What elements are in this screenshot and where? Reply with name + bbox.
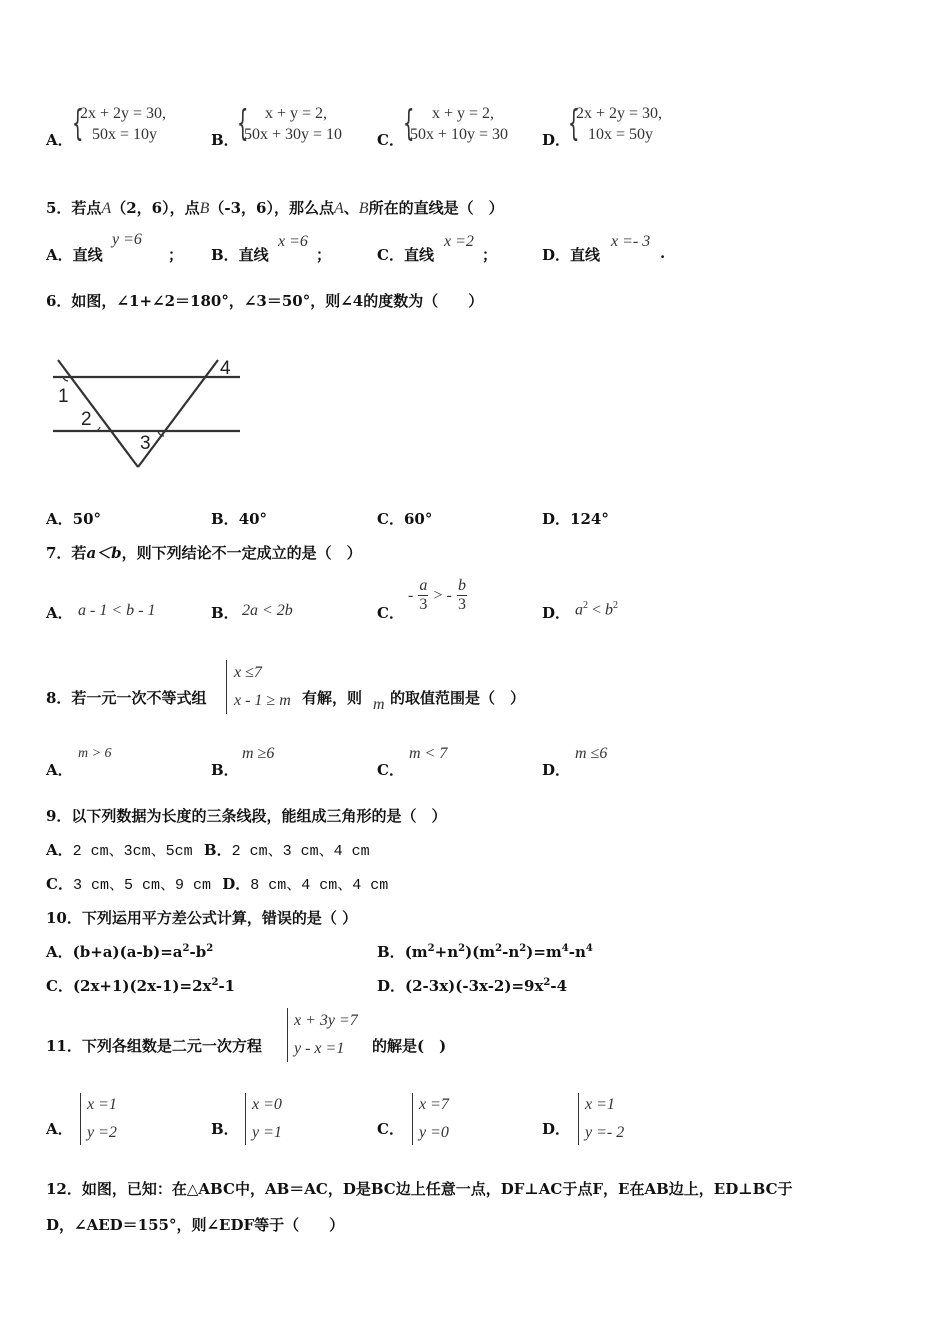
fraction xyxy=(418,577,428,614)
q10-option-a-text: (b+a)(a-b)=a xyxy=(72,943,183,961)
q10-option-b-text: -n xyxy=(502,943,520,961)
q10-exponent: 2 xyxy=(206,943,214,954)
q5-text: 、 xyxy=(343,199,359,217)
q7-option-a-label: A． xyxy=(46,604,73,622)
q11-option-c-label: C． xyxy=(377,1120,404,1138)
q11-option-d-label: D． xyxy=(542,1120,571,1138)
q6-figure xyxy=(50,352,245,474)
q10-option-c-text: -1 xyxy=(218,977,236,995)
q7-condition: a＜b xyxy=(86,544,122,562)
q5-option-b-math: x =6 xyxy=(278,233,308,250)
brace-icon: { xyxy=(237,103,249,144)
q5-option-b-end: ； xyxy=(316,246,332,264)
fraction-numerator: b xyxy=(457,577,466,594)
q10-exponent: 2 xyxy=(458,943,466,954)
brace-icon xyxy=(80,1093,83,1145)
q10-option-c xyxy=(46,975,235,996)
brace-icon: { xyxy=(403,103,415,144)
q11-text-prefix: 11．下列各组数是二元一次方程 xyxy=(46,1037,262,1055)
q7-option-c-math xyxy=(408,577,467,614)
q4-option-a-line1: 2x + 2y = 30, xyxy=(80,105,167,122)
q9-option-a-value: 2 cm、3cm、5cm xyxy=(72,843,193,860)
fraction-denominator: 3 xyxy=(419,596,428,613)
q10-option-d xyxy=(377,975,567,996)
q11-option-a-line1: x =1 xyxy=(87,1096,117,1113)
q7-exponent: 2 xyxy=(583,600,588,611)
fraction xyxy=(457,577,467,614)
q8-option-c-label: C． xyxy=(377,761,404,779)
q8-line1: x ≤7 xyxy=(234,664,262,681)
q11-option-c-line1: x =7 xyxy=(419,1096,449,1113)
q10-option-b-text: +n xyxy=(434,943,459,961)
q7-stem xyxy=(46,542,362,563)
q4-option-c-line2: 50x + 10y = 30 xyxy=(410,126,509,143)
q7-option-d-math xyxy=(575,600,618,619)
q6-option-c xyxy=(377,508,432,529)
q5-point-b: B xyxy=(358,200,369,217)
brace-icon xyxy=(287,1008,290,1062)
q4-option-c-line1: x + y = 2, xyxy=(432,105,495,122)
q4-option-d-line2: 10x = 50y xyxy=(588,126,654,143)
q7-option-d-label: D． xyxy=(542,604,571,622)
q7-base-b: b xyxy=(605,601,614,619)
q11-option-a-label: A． xyxy=(46,1120,73,1138)
q9-option-a-label: A． xyxy=(46,841,73,859)
angle-label-3: 3 xyxy=(140,433,151,454)
brace-icon: { xyxy=(568,103,580,144)
q5-option-c-label: C．直线 xyxy=(377,246,434,264)
q5-option-a-label: A．直线 xyxy=(46,246,103,264)
q7-text: 7．若 xyxy=(46,544,87,562)
q5-option-d-end: . xyxy=(660,244,666,262)
q10-exponent: 4 xyxy=(585,943,593,954)
q9-row2 xyxy=(46,873,388,894)
q5-text: 所在的直线是（ ） xyxy=(368,199,504,217)
q10-option-b-text: )=m xyxy=(526,943,562,961)
q9-option-c-value: 3 cm、5 cm、9 cm xyxy=(72,877,211,894)
q9-option-d-label: D． xyxy=(222,875,251,893)
q5-text: （2，6），点 xyxy=(111,199,200,217)
q5-point-b: B xyxy=(199,200,210,217)
fraction-numerator: a xyxy=(419,577,428,594)
q8-text-prefix: 8．若一元一次不等式组 xyxy=(46,689,207,707)
q6-option-d-value: 124° xyxy=(570,510,609,528)
q11-option-d-line1: x =1 xyxy=(585,1096,615,1113)
q5-option-a-end: ； xyxy=(168,246,184,264)
q8-option-a-label: A． xyxy=(46,761,73,779)
q11-line2: y - x =1 xyxy=(294,1040,345,1057)
q6-option-d xyxy=(542,508,609,529)
q7-operator: < xyxy=(588,601,606,619)
q10-exponent: 2 xyxy=(182,943,190,954)
q11-option-d-line2: y =- 2 xyxy=(585,1124,625,1141)
q7-text: ，则下列结论不一定成立的是（ ） xyxy=(121,544,362,562)
q6-option-a xyxy=(46,508,101,529)
q4-option-c-label: C． xyxy=(377,131,404,149)
q10-exponent: 4 xyxy=(561,943,569,954)
q7-option-b-math: 2a < 2b xyxy=(242,602,293,619)
q10-option-c-text: (2x+1)(2x-1)=2x xyxy=(72,977,212,995)
q6-stem: 6．如图，∠1+∠2＝180°，∠3＝50°，则∠4的度数为（ ） xyxy=(46,292,484,310)
q7-comparison: > - xyxy=(433,587,452,604)
q8-option-c-math: m < 7 xyxy=(409,745,448,762)
brace-icon xyxy=(412,1093,415,1145)
q10-exponent: 2 xyxy=(495,943,503,954)
q9-option-d-value: 8 cm、4 cm、4 cm xyxy=(250,877,389,894)
brace-icon xyxy=(226,660,229,714)
q6-option-c-value: 60° xyxy=(403,510,433,528)
q6-option-a-label: A． xyxy=(46,510,73,528)
q7-base-a: a xyxy=(575,601,583,619)
q4-option-b-line1: x + y = 2, xyxy=(265,105,328,122)
angle-label-1: 1 xyxy=(58,386,69,407)
q11-option-b-label: B． xyxy=(211,1120,239,1138)
q6-option-a-value: 50° xyxy=(72,510,102,528)
q10-option-d-label: D． xyxy=(377,977,406,995)
q8-option-a-math: m > 6 xyxy=(78,746,112,761)
brace-icon xyxy=(245,1093,248,1145)
q10-option-b-label: B． xyxy=(377,943,405,961)
q8-line2: x - 1 ≥ m xyxy=(234,692,291,709)
q9-option-b-value: 2 cm、3 cm、4 cm xyxy=(231,843,370,860)
q11-option-a-line2: y =2 xyxy=(87,1124,117,1141)
q5-option-c-end: ； xyxy=(482,246,498,264)
q11-text-suffix: 的解是( ) xyxy=(372,1037,447,1055)
q5-option-d-math: x =- 3 xyxy=(611,233,651,250)
q8-text-mid: 有解，则 xyxy=(302,689,363,707)
q6-option-b xyxy=(211,508,267,529)
q8-option-d-math: m ≤6 xyxy=(575,745,608,762)
brace-icon xyxy=(578,1093,581,1145)
q10-exponent: 2 xyxy=(427,943,435,954)
q8-option-d-label: D． xyxy=(542,761,571,779)
q10-option-b-text: -n xyxy=(568,943,586,961)
q5-option-c-math: x =2 xyxy=(444,233,474,250)
q10-option-a-label: A． xyxy=(46,943,73,961)
q10-option-a-text: -b xyxy=(189,943,207,961)
q10-option-c-label: C． xyxy=(46,977,73,995)
q5-point-a: A xyxy=(101,200,112,217)
q5-text: （-3，6），那么点 xyxy=(209,199,334,217)
q12-stem-line1: 12．如图，已知：在△ABC中，AB＝AC，D是BC边上任意一点，DF⊥AC于点F，E在AB边上，ED⊥BC于 xyxy=(46,1180,793,1198)
q6-option-c-label: C． xyxy=(377,510,404,528)
q5-option-b-label: B．直线 xyxy=(211,246,269,264)
q4-option-d-line1: 2x + 2y = 30, xyxy=(576,105,663,122)
q7-option-b-label: B． xyxy=(211,604,239,622)
q4-option-b-line2: 50x + 30y = 10 xyxy=(244,126,343,143)
q5-stem xyxy=(46,197,504,218)
q10-exponent: 2 xyxy=(211,977,219,988)
q7-exponent: 2 xyxy=(613,600,619,611)
q8-option-b-label: B． xyxy=(211,761,239,779)
q10-stem: 10．下列运用平方差公式计算，错误的是（ ） xyxy=(46,909,358,927)
q10-exponent: 2 xyxy=(543,977,551,988)
q10-option-b-text: (m xyxy=(404,943,428,961)
q6-option-d-label: D． xyxy=(542,510,571,528)
q10-option-a xyxy=(46,941,213,962)
q7-option-a-math: a - 1 < b - 1 xyxy=(78,602,156,619)
q11-option-b-line1: x =0 xyxy=(252,1096,282,1113)
q10-option-d-text: (2-3x)(-3x-2)=9x xyxy=(405,977,544,995)
q6-option-b-label: B． xyxy=(211,510,239,528)
q5-option-d-label: D．直线 xyxy=(542,246,601,264)
q10-option-b-text: )(m xyxy=(465,943,496,961)
q4-option-a-label: A． xyxy=(46,131,73,149)
q5-point-a: A xyxy=(333,200,344,217)
q8-var: m xyxy=(373,696,385,713)
q4-option-d-label: D． xyxy=(542,131,571,149)
q11-line1: x + 3y =7 xyxy=(294,1012,358,1029)
angle-label-2: 2 xyxy=(81,409,92,430)
q5-text: 5．若点 xyxy=(46,199,102,217)
q10-option-d-text: -4 xyxy=(550,977,568,995)
q8-text-suffix: 的取值范围是（ ） xyxy=(390,689,526,707)
q7-minus-sign: - xyxy=(408,587,414,604)
q9-option-c-label: C． xyxy=(46,875,73,893)
q4-option-a-line2: 50x = 10y xyxy=(92,126,158,143)
brace-icon: { xyxy=(72,103,84,144)
q5-option-a-math: y =6 xyxy=(112,231,142,248)
q8-option-b-math: m ≥6 xyxy=(242,745,275,762)
q11-option-b-line2: y =1 xyxy=(252,1124,282,1141)
q10-exponent: 2 xyxy=(519,943,527,954)
q7-option-c-label: C． xyxy=(377,604,404,622)
angle-label-4: 4 xyxy=(220,358,231,379)
q9-stem: 9．以下列数据为长度的三条线段，能组成三角形的是（ ） xyxy=(46,807,447,825)
q11-option-c-line2: y =0 xyxy=(419,1124,449,1141)
q10-option-b xyxy=(377,941,593,962)
q4-option-b-label: B． xyxy=(211,131,239,149)
fraction-denominator: 3 xyxy=(457,596,466,613)
q9-option-b-label: B． xyxy=(203,841,232,859)
q12-stem-line2: D，∠AED＝155°，则∠EDF等于（ ） xyxy=(46,1216,345,1234)
q9-row1 xyxy=(46,839,370,860)
q6-option-b-value: 40° xyxy=(238,510,268,528)
